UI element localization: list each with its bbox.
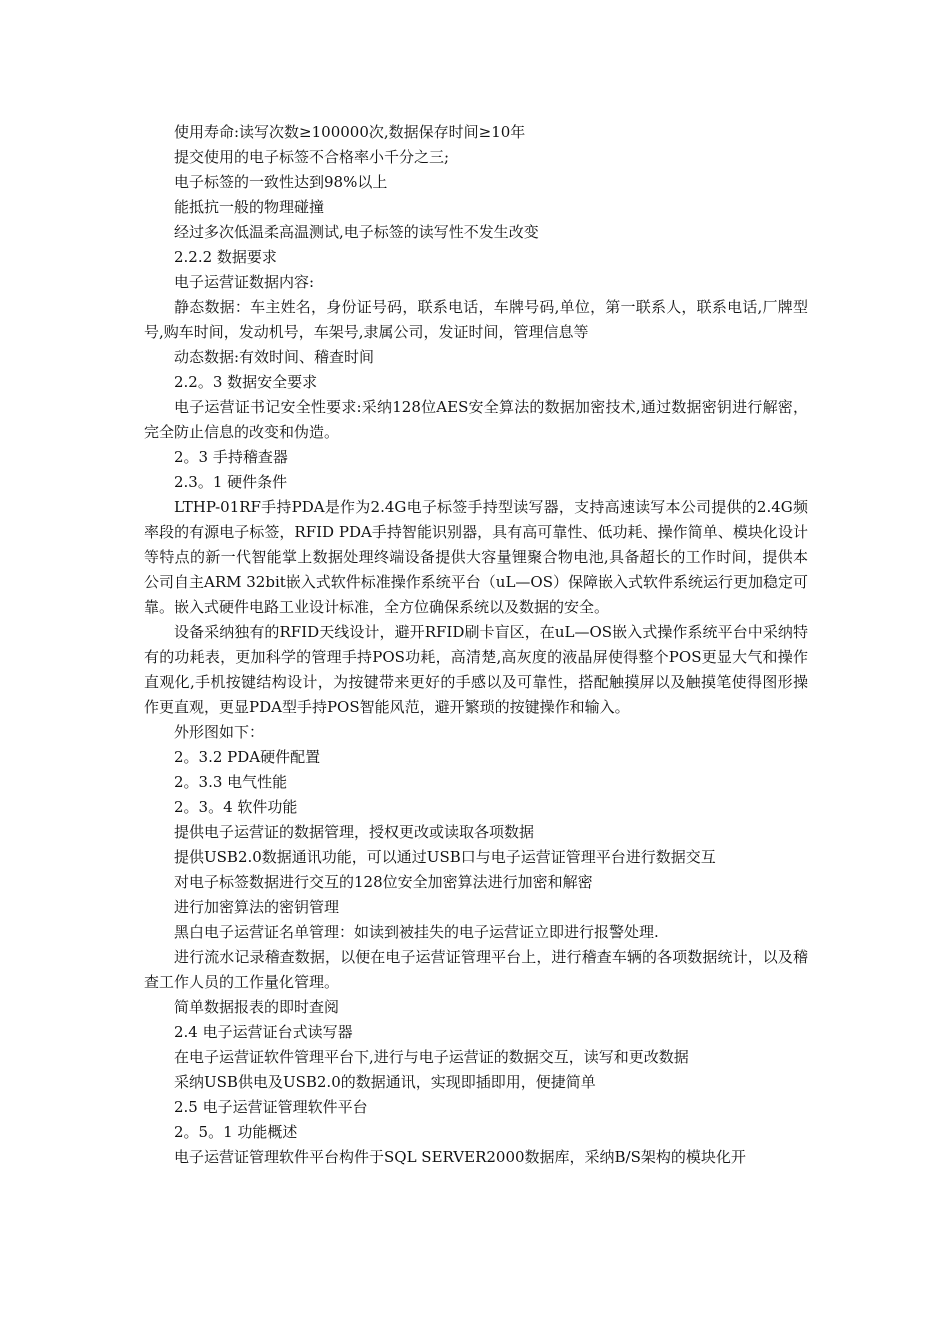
paragraph-reports: 简单数据报表的即时查阅 bbox=[174, 998, 340, 1016]
paragraph-service-life: 使用寿命:读写次数≥100000次,数据保存时间≥10年 bbox=[174, 123, 526, 141]
paragraph-data-management: 提供电子运营证的数据管理，授权更改或读取各项数据 bbox=[174, 823, 535, 841]
paragraph-impact-resistance: 能抵抗一般的物理碰撞 bbox=[174, 198, 325, 216]
paragraph-platform-overview: 电子运营证管理软件平台构件于SQL SERVER2000数据库，采纳B/S架构的模块化开 bbox=[174, 1148, 746, 1166]
paragraph-rfid-design: 设备采纳独有的RFID天线设计，避开RFID刷卡盲区，在uL—OS嵌入式操作系统平台中采纳特有的功耗表，更加科学的管理手持POS功耗，高清楚,高灰度的液晶屏使得整个POS更显大气和操作直观化,手机按键结构设计，为按键带来更好的手感以及可靠性，搭配触摸屏以及触摸笔使得图形操作更直观，更显PDA型手持POS智能风范，避开繁琐的按键操作和输入。 bbox=[144, 623, 808, 716]
paragraph-consistency: 电子标签的一致性达到98%以上 bbox=[174, 173, 388, 191]
paragraph-desktop-reader: 在电子运营证软件管理平台下,进行与电子运营证的数据交互，读写和更改数据 bbox=[174, 1048, 689, 1066]
paragraph-blacklist: 黑白电子运营证名单管理：如读到被挂失的电子运营证立即进行报警处理. bbox=[174, 923, 659, 941]
paragraph-security: 电子运营证书记安全性要求:采纳128位AES安全算法的数据加密技术,通过数据密钥进行解密，完全防止信息的改变和伪造。 bbox=[144, 398, 808, 441]
heading-2-3: 2。3 手持稽查器 bbox=[174, 448, 288, 466]
heading-2-2-3: 2.2。3 数据安全要求 bbox=[174, 373, 318, 391]
paragraph-encryption: 对电子标签数据进行交互的128位安全加密算法进行加密和解密 bbox=[174, 873, 593, 891]
paragraph-usb-communication: 提供USB2.0数据通讯功能，可以通过USB口与电子运营证管理平台进行数据交互 bbox=[174, 848, 716, 866]
paragraph-static-data: 静态数据：车主姓名，身份证号码，联系电话，车牌号码,单位，第一联系人，联系电话,厂牌型号,购车时间，发动机号，车架号,隶属公司，发证时间，管理信息等 bbox=[144, 298, 808, 341]
paragraph-defect-rate: 提交使用的电子标签不合格率小千分之三; bbox=[174, 148, 450, 166]
heading-2-4: 2.4 电子运营证台式读写器 bbox=[174, 1023, 353, 1041]
paragraph-usb-power: 采纳USB供电及USB2.0的数据通讯，实现即插即用，便捷简单 bbox=[174, 1073, 596, 1091]
paragraph-pda-intro: LTHP-01RF手持PDA是作为2.4G电子标签手持型读写器，支持高速读写本公司提供的2.4G频率段的有源电子标签，RFID PDA手持智能识别器，具有高可靠性、低功耗、操作简单、模块化设计等特点的新一代智能掌上数据处理终端设备提供大容量锂聚合物电池,具备超长的工作时间，提供本公司自主ARM 32bit嵌入式软件标准操作系统平台（uL—OS）保障嵌入式软件系统运行更加稳定可靠。嵌入式硬件电路工业设计标准，全方位确保系统以及数据的安全。 bbox=[144, 498, 808, 616]
paragraph-data-content: 电子运营证数据内容: bbox=[174, 273, 315, 291]
heading-2-3-3: 2。3.3 电气性能 bbox=[174, 773, 288, 791]
heading-2-3-1: 2.3。1 硬件条件 bbox=[174, 473, 288, 491]
paragraph-dynamic-data: 动态数据:有效时间、稽查时间 bbox=[174, 348, 375, 366]
paragraph-audit-records: 进行流水记录稽查数据，以便在电子运营证管理平台上，进行稽查车辆的各项数据统计，以及稽查工作人员的工作量化管理。 bbox=[144, 948, 808, 991]
paragraph-key-management: 进行加密算法的密钥管理 bbox=[174, 898, 340, 916]
paragraph-temperature-test: 经过多次低温柔高温测试,电子标签的读写性不发生改变 bbox=[174, 223, 539, 241]
heading-2-2-2: 2.2.2 数据要求 bbox=[174, 248, 277, 266]
document-page bbox=[144, 120, 808, 1170]
heading-2-3-2: 2。3.2 PDA硬件配置 bbox=[174, 748, 321, 766]
heading-2-5-1: 2。5。1 功能概述 bbox=[174, 1123, 298, 1141]
heading-2-3-4: 2。3。4 软件功能 bbox=[174, 798, 298, 816]
paragraph-appearance: 外形图如下： bbox=[174, 723, 265, 741]
heading-2-5: 2.5 电子运营证管理软件平台 bbox=[174, 1098, 368, 1116]
